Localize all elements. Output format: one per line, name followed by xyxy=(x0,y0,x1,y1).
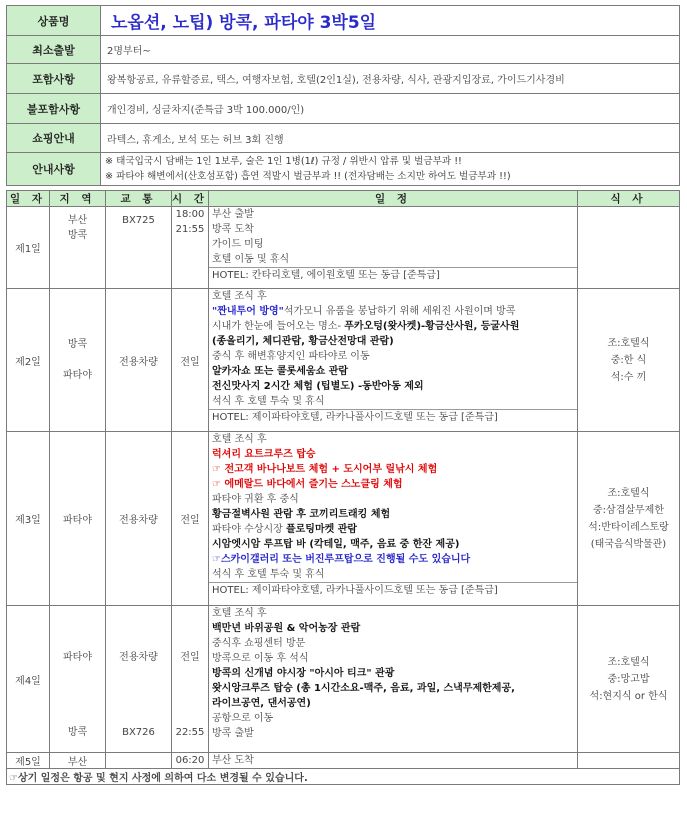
meal-cell xyxy=(578,432,680,606)
transport-cell xyxy=(106,207,172,289)
transport xyxy=(106,753,172,769)
header-date: 일 자 xyxy=(7,191,50,207)
day-row xyxy=(7,207,680,289)
meal-item: 조:호텔식 xyxy=(607,656,650,668)
region: 파타야 xyxy=(63,652,92,663)
schedule-line: 라이브공연, 댄서공연) xyxy=(212,698,311,709)
time: 21:55 xyxy=(175,224,205,235)
time: 06:20 xyxy=(172,753,209,769)
meal-item: (태국음식박물관) xyxy=(590,538,667,550)
schedule-line: (종올리기, 체디관람, 황금산전망대 관람) xyxy=(212,336,394,347)
region: 부산 xyxy=(67,215,88,226)
schedule-line: 시내가 한눈에 들어오는 명소- 푸카오텅(왓사켓)-황금산사원, 등굴사원 xyxy=(212,321,520,332)
schedule-line: 전신맛사지 2시간 체험 (팁별도) -동반아동 제외 xyxy=(212,381,424,392)
meal-item: 석:현지식 or 한식 xyxy=(589,690,668,702)
notice-label: 안내사항 xyxy=(7,153,101,186)
schedule-line: 호텔 조식 후 xyxy=(212,291,267,302)
header-region: 지 역 xyxy=(50,191,106,207)
included-label: 포함사항 xyxy=(7,64,101,94)
schedule-line: 석식 후 호텔 투숙 및 휴식 xyxy=(212,569,325,580)
excluded-label: 불포함사항 xyxy=(7,94,101,124)
transport: BX726 xyxy=(122,727,155,738)
transport: BX725 xyxy=(122,215,155,226)
product-info-table xyxy=(6,5,680,186)
meal-cell xyxy=(578,606,680,753)
region: 파타야 xyxy=(63,370,92,381)
schedule-cell xyxy=(209,432,578,606)
transport: 전용차량 xyxy=(119,652,158,663)
region-cell xyxy=(50,207,106,289)
schedule-line: 중식후 쇼핑센터 방문 xyxy=(212,638,306,649)
meal-item: 조:호텔식 xyxy=(607,487,650,499)
day-label: 제1일 xyxy=(7,207,50,289)
header-meals: 식 사 xyxy=(578,191,680,207)
schedule-line: 럭셔리 요트크루즈 탑승 xyxy=(212,449,316,460)
region-cell xyxy=(50,606,106,753)
notice-line: ※ 파타야 해변에서(산호섬포함) 흡연 적발시 벌금부과 !! (전자담배는 소지만 하여도 벌금부과 !!) xyxy=(105,171,511,182)
schedule-line: 방콕 출발 xyxy=(212,728,254,739)
product-name-label: 상품명 xyxy=(7,6,101,36)
header-transport: 교 통 xyxy=(106,191,172,207)
transport-cell xyxy=(106,606,172,753)
schedule-line: 호텔 조식 후 xyxy=(212,608,267,619)
time: 18:00 xyxy=(175,209,205,220)
meal-item: 중:망고밥 xyxy=(607,673,650,685)
time: 22:55 xyxy=(175,727,205,738)
region: 방콕 xyxy=(67,339,88,350)
schedule-line: 황금절벽사원 관람 후 코끼리트래킹 체험 xyxy=(212,509,391,520)
time-cell xyxy=(172,207,209,289)
day-label: 제3일 xyxy=(7,432,50,606)
meal-item: 석:수 끼 xyxy=(610,371,647,383)
schedule-line: ☞ 전고객 바나나보트 체험 + 도시어부 릴낚시 체험 xyxy=(212,464,438,475)
region: 파타야 xyxy=(50,432,106,606)
schedule-line: 방콕으로 이동 후 석식 xyxy=(212,653,309,664)
schedule-line: 중식 후 해변휴양지인 파타야로 이동 xyxy=(212,351,370,362)
shopping-value: 라텍스, 휴게소, 보석 또는 허브 3회 진행 xyxy=(101,124,680,153)
schedule-line: 왓시앙크루즈 탑승 (총 1시간소요-맥주, 음료, 과일, 스낵무제한제공, xyxy=(212,683,515,694)
region: 방콕 xyxy=(67,727,88,738)
schedule-line: 호텔 이동 및 휴식 xyxy=(212,254,290,265)
region: 부산 xyxy=(50,753,106,769)
schedule-line: "짠내투어 방영"석가모니 유품을 봉납하기 위해 세워진 사원이며 방콕 xyxy=(212,306,516,317)
schedule-cell xyxy=(209,207,578,289)
meal-item: 석:반타이레스토랑 xyxy=(588,521,669,533)
shopping-label: 쇼핑안내 xyxy=(7,124,101,153)
schedule-line: ☞ 에메랄드 바다에서 즐기는 스노클링 체험 xyxy=(212,479,403,490)
hotel-line: HOTEL: 칸타리호텔, 에이원호텔 또는 동급 [준특급] xyxy=(209,267,577,283)
product-name: 노옵션, 노팁) 방콕, 파타야 3박5일 xyxy=(101,6,680,36)
region: 방콕 xyxy=(67,230,88,241)
day-label: 제4일 xyxy=(7,606,50,753)
schedule-line: 석식 후 호텔 투숙 및 휴식 xyxy=(212,396,325,407)
transport: 전용차량 xyxy=(106,432,172,606)
meal-item: 중:삼겹살무제한 xyxy=(593,504,664,516)
schedule-line: 부산 출발 xyxy=(212,209,254,220)
schedule-cell xyxy=(209,289,578,432)
notice-line: ※ 태국입국시 담배는 1인 1보루, 술은 1인 1병(1ℓ) 규정 / 위반시 압류 및 벌금부과 !! xyxy=(105,156,462,167)
schedule-cell xyxy=(209,606,578,753)
schedule-line: 방콕의 신개념 야시장 "아시아 티크" 관광 xyxy=(212,668,395,679)
meal-item: 중:한 식 xyxy=(610,354,647,366)
notice-value xyxy=(101,153,680,186)
schedule-line: 시암엣시암 루프탑 바 (칵테일, 맥주, 음료 중 한잔 제공) xyxy=(212,539,460,550)
schedule-change-notice: ☞상기 일정은 항공 및 현지 사정에 의하여 다소 변경될 수 있습니다. xyxy=(7,769,680,785)
meal-item: 조:호텔식 xyxy=(607,337,650,349)
min-departure-value: 2명부터~ xyxy=(101,36,680,64)
schedule-cell xyxy=(209,753,578,769)
included-value: 왕복항공료, 유류할증료, 택스, 여행자보험, 호텔(2인1실), 전용차량, 식사, 관광지입장료, 가이드기사경비 xyxy=(101,64,680,94)
hotel-line: HOTEL: 제이파타야호텔, 라카나풀사이드호텔 또는 동급 [준특급] xyxy=(209,409,577,425)
excluded-value: 개인경비, 싱글차지(준특급 3박 100.000/인) xyxy=(101,94,680,124)
meal-cell xyxy=(578,289,680,432)
meal-cell xyxy=(578,753,680,769)
time: 전일 xyxy=(172,432,209,606)
day-label: 제2일 xyxy=(7,289,50,432)
schedule-line: 알카자쇼 또는 콜롯세움쇼 관람 xyxy=(212,366,349,377)
header-schedule: 일 정 xyxy=(209,191,578,207)
day-row xyxy=(7,753,680,769)
itinerary-table xyxy=(6,190,680,785)
schedule-line: ☞스카이갤러리 또는 버진루프탑으로 진행될 수도 있습니다 xyxy=(212,554,471,565)
day-row xyxy=(7,606,680,753)
day-row xyxy=(7,289,680,432)
min-departure-label: 최소출발 xyxy=(7,36,101,64)
time: 전일 xyxy=(172,289,209,432)
schedule-line: 파타야 귀환 후 중식 xyxy=(212,494,299,505)
transport: 전용차량 xyxy=(106,289,172,432)
schedule-line: 공항으로 이동 xyxy=(212,713,274,724)
schedule-line: 파타야 수상시장 플로팅마켓 관람 xyxy=(212,524,358,535)
schedule-line: 방콕 도착 xyxy=(212,224,254,235)
day-row xyxy=(7,432,680,606)
schedule-line: 호텔 조식 후 xyxy=(212,434,267,445)
time-cell xyxy=(172,606,209,753)
schedule-line: 부산 도착 xyxy=(212,755,254,766)
hotel-line: HOTEL: 제이파타야호텔, 라카나풀사이드호텔 또는 동급 [준특급] xyxy=(209,582,577,598)
schedule-line: 백만년 바위공원 & 악어농장 관람 xyxy=(212,623,361,634)
day-label: 제5일 xyxy=(7,753,50,769)
header-time: 시 간 xyxy=(172,191,209,207)
schedule-line: 가이드 미팅 xyxy=(212,239,264,250)
meal-cell xyxy=(578,207,680,289)
region-cell xyxy=(50,289,106,432)
time: 전일 xyxy=(180,652,200,663)
